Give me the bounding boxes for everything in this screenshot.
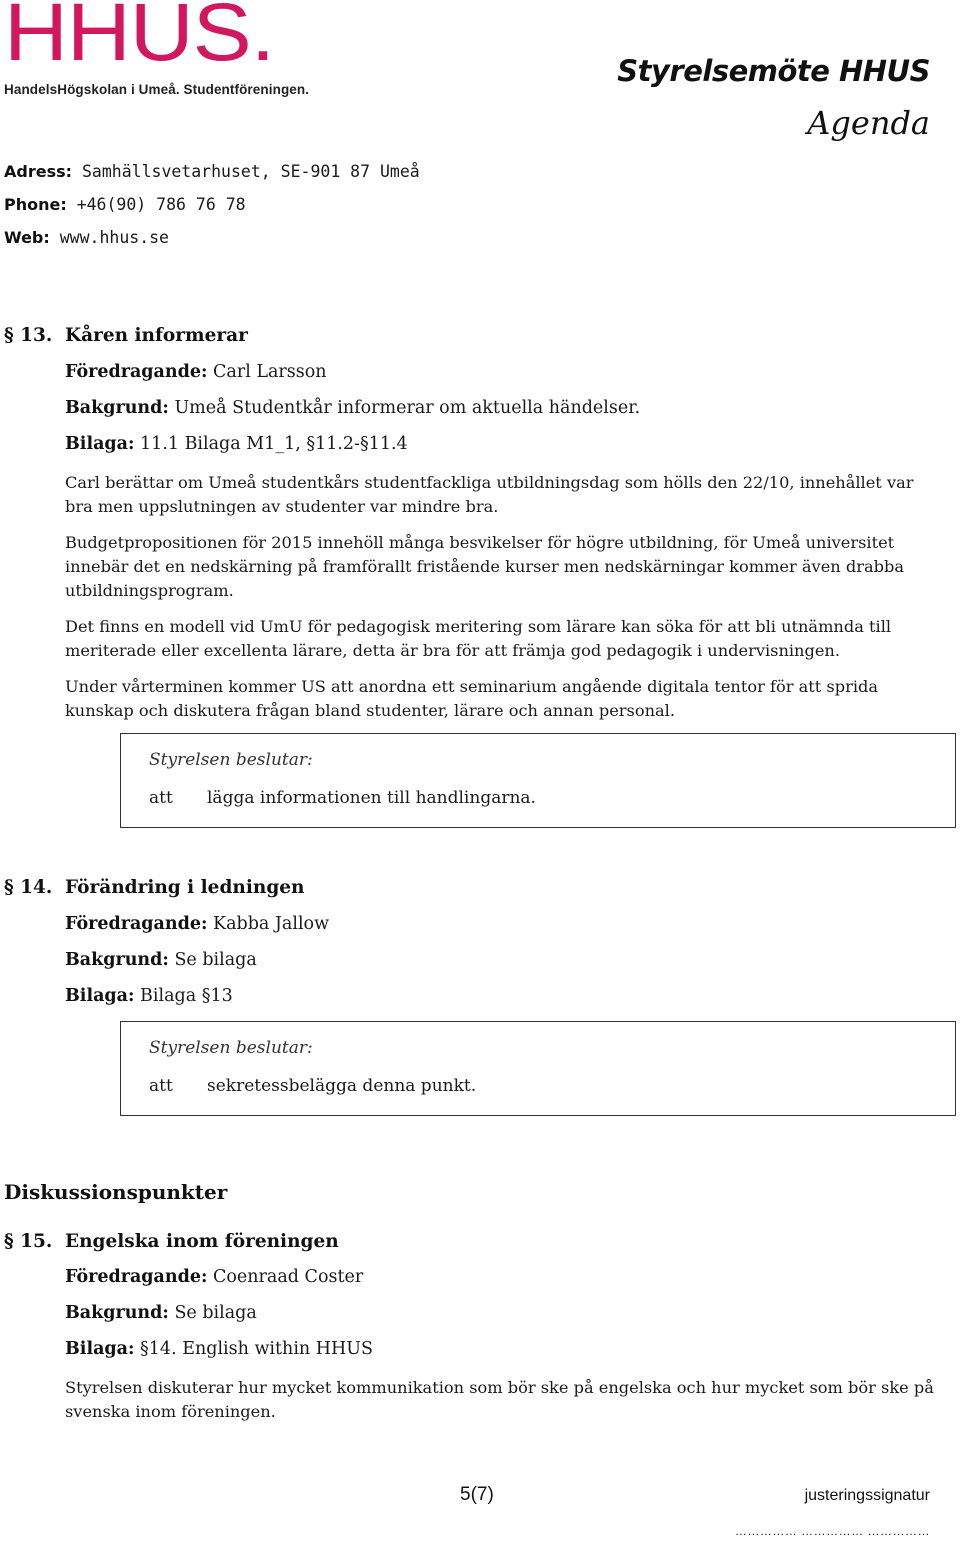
discussion-heading: Diskussionspunkter xyxy=(4,1180,228,1204)
signature-line: …………… …………… …………… xyxy=(734,1524,930,1538)
decision-text: sekretessbelägga denna punkt. xyxy=(207,1076,477,1096)
section-number: § 14. xyxy=(4,877,53,898)
section-15-attachment xyxy=(65,1339,373,1359)
address-value: Samhällsvetarhuset, SE-901 87 Umeå xyxy=(81,162,420,181)
attachment-label: Bilaga: xyxy=(65,434,135,454)
section-13-paragraph-3: Det finns en modell vid UmU för pedagogisk meritering som lärare kan söka för att bli utnämnda till meriterade eller excellenta lärare, detta är bra för att främja god pedagogik i undervisningen. xyxy=(65,617,892,660)
section-number: § 13. xyxy=(4,325,53,346)
contact-phone xyxy=(4,193,420,226)
section-15-background xyxy=(65,1303,257,1323)
presenter-label: Föredragande: xyxy=(65,362,208,382)
section-number: § 15. xyxy=(4,1231,53,1252)
section-13-paragraph-4: Under vårterminen kommer US att anordna ett seminarium angående digitala tentor för att sprida kunskap och diskutera frågan bland studenter, lärare och annan personal. xyxy=(65,677,879,720)
section-15-paragraph-1: Styrelsen diskuterar hur mycket kommunikation som bör ske på engelska och hur mycket som bör ske på svenska inom föreningen. xyxy=(65,1378,934,1421)
decision-att: att xyxy=(149,788,173,808)
phone-value: +46(90) 786 76 78 xyxy=(76,195,246,214)
page-number: 5(7) xyxy=(460,1484,494,1505)
section-14-decision-box xyxy=(120,1021,956,1116)
presenter-value: Kabba Jallow xyxy=(213,914,330,934)
hhus-logo xyxy=(4,2,334,102)
section-title: Kåren informerar xyxy=(65,325,248,346)
section-14-heading xyxy=(4,877,304,898)
section-14-presenter xyxy=(65,914,329,934)
section-title: Engelska inom föreningen xyxy=(65,1231,339,1252)
phone-label: Phone: xyxy=(4,195,67,214)
attachment-label: Bilaga: xyxy=(65,1339,135,1359)
background-value: Umeå Studentkår informerar om aktuella händelser. xyxy=(174,398,641,418)
background-label: Bakgrund: xyxy=(65,398,169,418)
presenter-label: Föredragande: xyxy=(65,1267,208,1287)
background-label: Bakgrund: xyxy=(65,1303,169,1323)
presenter-value: Carl Larsson xyxy=(213,362,327,382)
section-15-presenter xyxy=(65,1267,363,1287)
section-title: Förändring i ledningen xyxy=(65,877,305,898)
logo-wordmark: HHUS. xyxy=(4,0,275,78)
presenter-value: Coenraad Coster xyxy=(213,1267,364,1287)
decision-label: Styrelsen beslutar: xyxy=(149,1038,313,1058)
section-13-heading xyxy=(4,325,248,346)
section-13-paragraph-1: Carl berättar om Umeå studentkårs studentfackliga utbildningsdag som hölls den 22/10, innehållet var bra men uppslutningen av studenter var mindre bra. xyxy=(65,473,914,516)
logo-subtitle: HandelsHögskolan i Umeå. Studentföreningen. xyxy=(4,82,310,97)
contact-block xyxy=(4,160,420,259)
section-13-background xyxy=(65,398,640,418)
section-13-presenter xyxy=(65,362,327,382)
section-13-attachment xyxy=(65,434,408,454)
attachment-value: Bilaga §13 xyxy=(140,986,233,1006)
decision-label: Styrelsen beslutar: xyxy=(149,750,313,770)
contact-web xyxy=(4,226,420,259)
section-14-background xyxy=(65,950,257,970)
section-13-decision-box xyxy=(120,733,956,828)
web-value: www.hhus.se xyxy=(59,228,169,247)
section-14-attachment xyxy=(65,986,233,1006)
contact-address xyxy=(4,160,420,193)
section-13-paragraph-2: Budgetpropositionen för 2015 innehöll många besvikelser för högre utbildning, för Umeå universitet innebär det en nedskärning på framförallt fristående kurser men nedskärningar kommer även drabba utbildningsprogram. xyxy=(65,533,904,600)
presenter-label: Föredragande: xyxy=(65,914,208,934)
background-label: Bakgrund: xyxy=(65,950,169,970)
attachment-value: 11.1 Bilaga M1_1, §11.2-§11.4 xyxy=(140,434,408,454)
decision-text: lägga informationen till handlingarna. xyxy=(207,788,536,808)
background-value: Se bilaga xyxy=(174,1303,257,1323)
section-15-heading xyxy=(4,1231,339,1252)
web-label: Web: xyxy=(4,228,50,247)
signature-label: justeringssignatur xyxy=(804,1487,930,1504)
decision-att: att xyxy=(149,1076,173,1096)
address-label: Adress: xyxy=(4,162,73,181)
attachment-value: §14. English within HHUS xyxy=(140,1339,374,1359)
attachment-label: Bilaga: xyxy=(65,986,135,1006)
document-title: Styrelsemöte HHUS xyxy=(617,54,930,88)
background-value: Se bilaga xyxy=(174,950,257,970)
document-subtitle: Agenda xyxy=(807,104,930,142)
